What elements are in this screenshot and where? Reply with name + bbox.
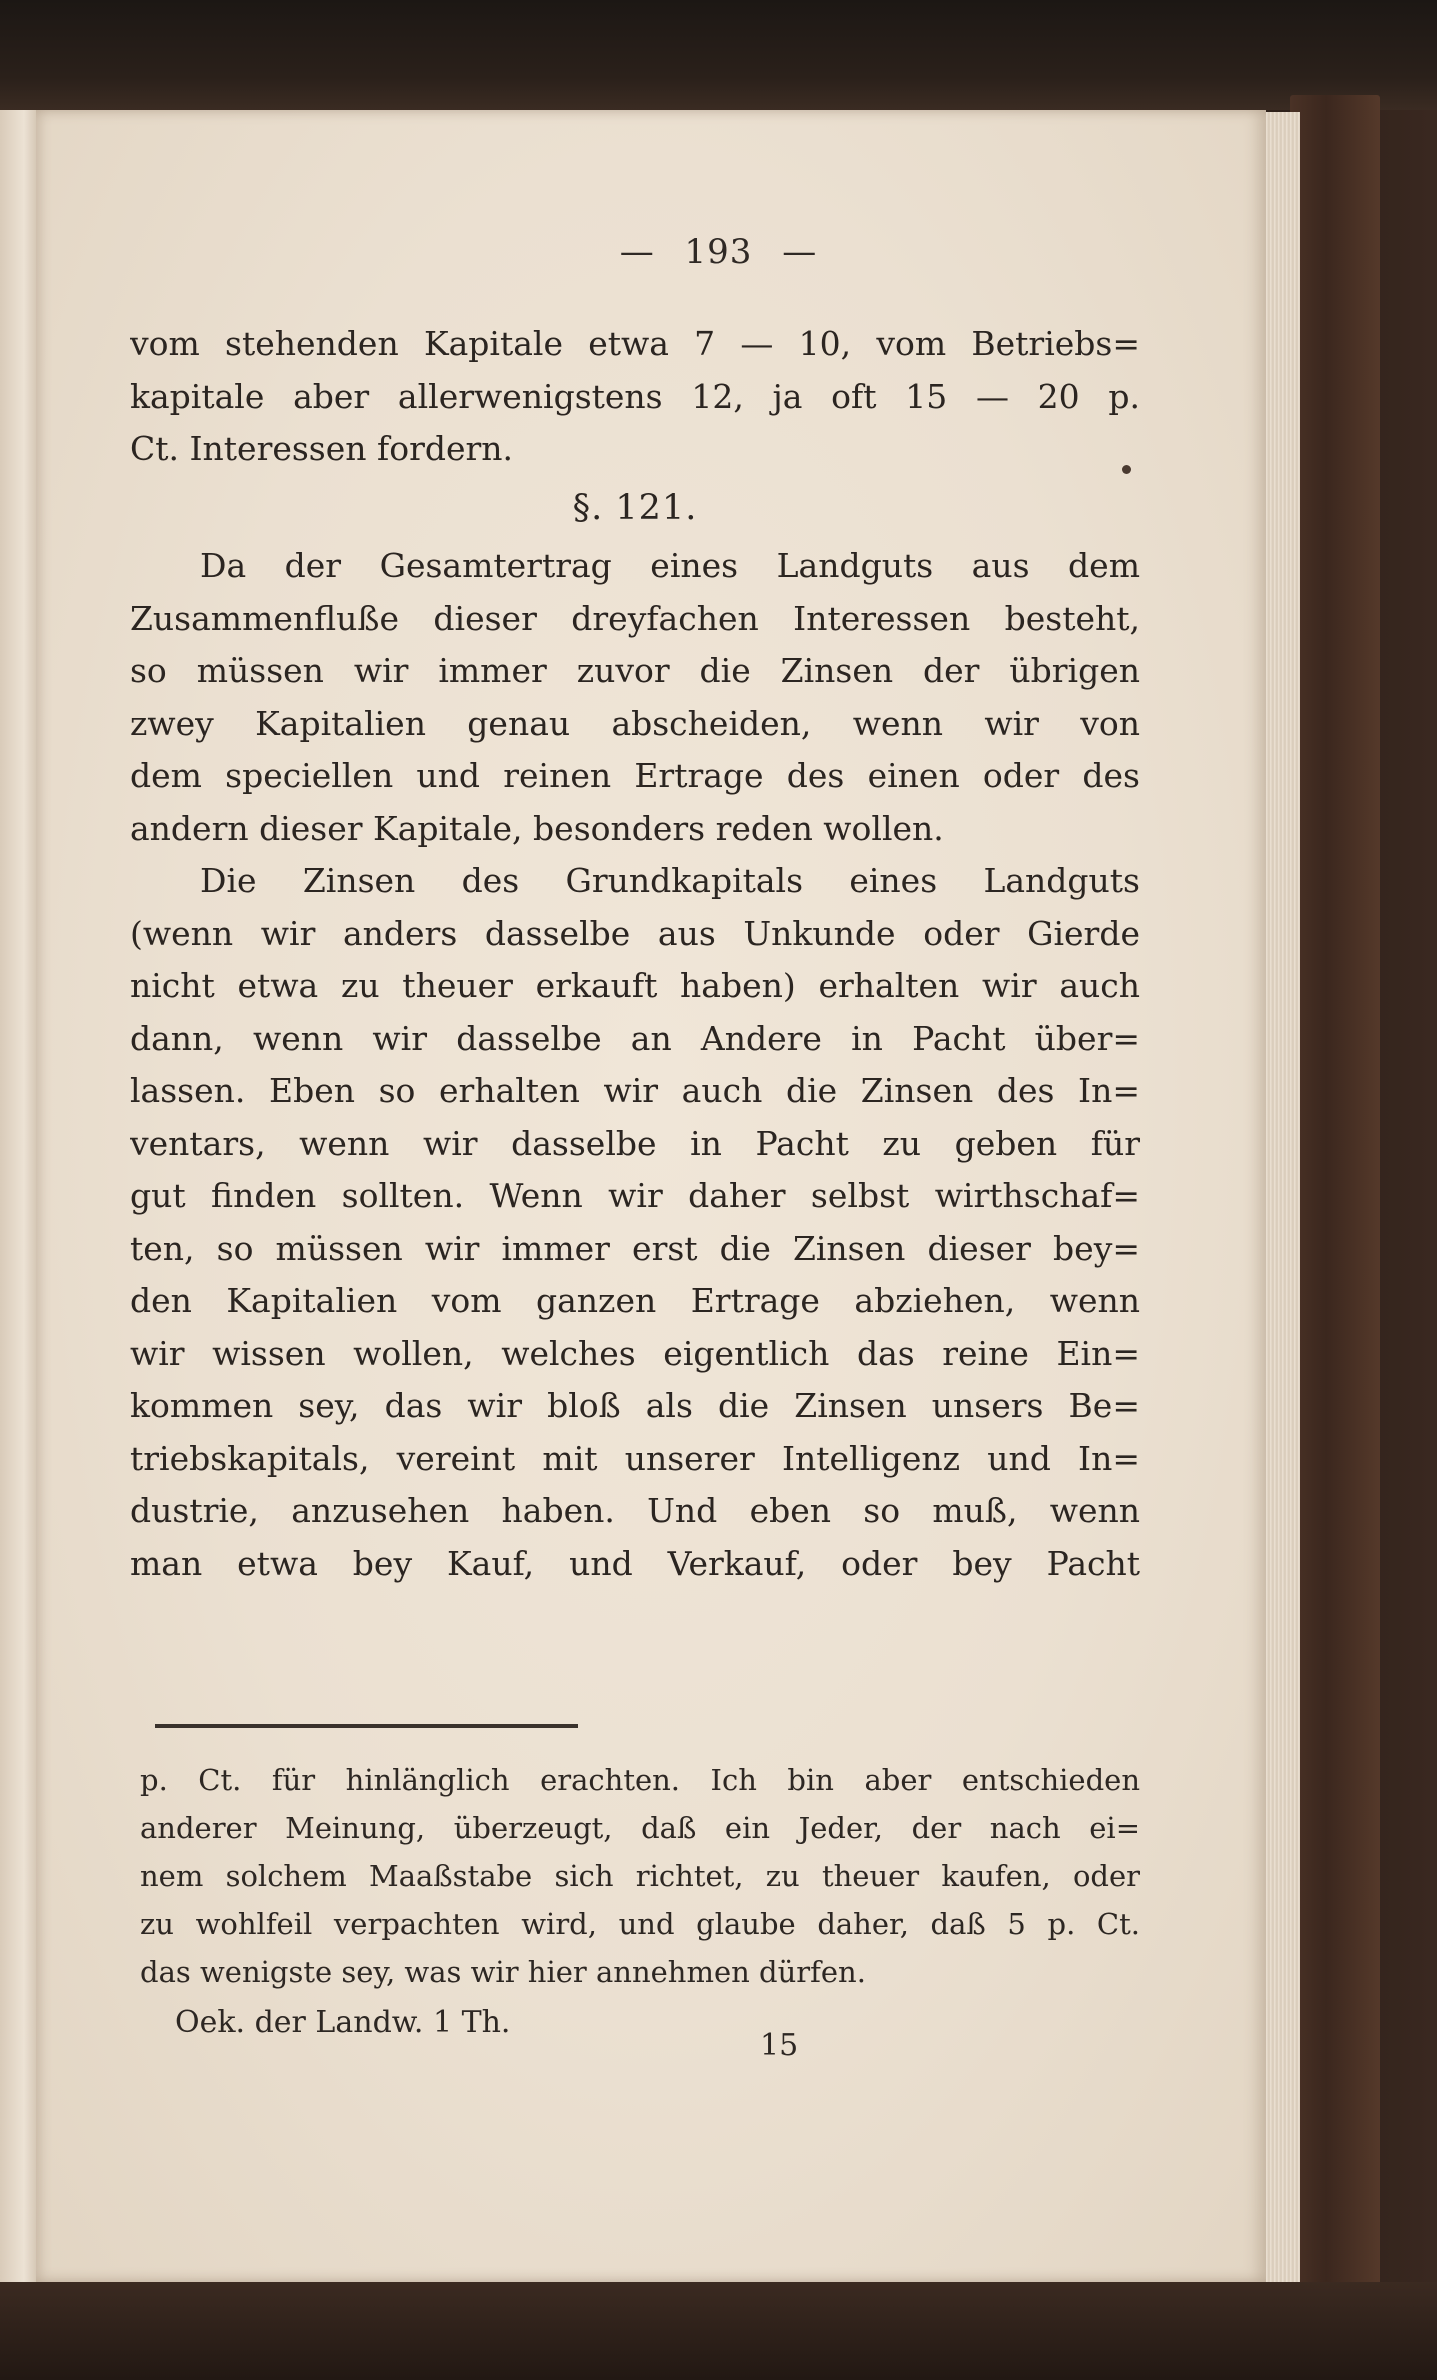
- page-header: [0, 232, 1437, 272]
- header-dash-right: —: [782, 232, 818, 272]
- top-shadow: [0, 0, 1437, 110]
- text-line: wir wissen wollen, welches eigentlich das reine Ein=: [130, 1333, 1140, 1373]
- footnote-line: p. Ct. für hinlänglich erachten. Ich bin aber entschieden: [140, 1763, 1140, 1797]
- footnote-rule: [155, 1724, 578, 1728]
- text-line: Da der Gesamtertrag eines Landguts aus dem: [200, 546, 1140, 585]
- text-line: lassen. Eben so erhalten wir auch die Zinsen des In=: [130, 1071, 1140, 1110]
- text-line: gut finden sollten. Wenn wir daher selbst wirthschaf=: [130, 1176, 1140, 1215]
- left-page-edge: [0, 110, 40, 2290]
- text-line: andern dieser Kapitale, besonders reden wollen.: [130, 808, 944, 848]
- footnote: [140, 1756, 1140, 1996]
- sheet-signature-number: 15: [760, 2028, 799, 2063]
- text-line: (wenn wir anders dasselbe aus Unkunde oder Gierde: [130, 913, 1140, 953]
- header-dash-left: —: [619, 232, 655, 272]
- text-line: Ct. Interessen fordern.: [130, 429, 514, 468]
- bottom-shadow: [0, 2282, 1437, 2380]
- text-line: vom stehenden Kapitale etwa 7 — 10, vom Betriebs=: [130, 324, 1140, 363]
- text-line: dem speciellen und reinen Ertrage des einen oder des: [130, 756, 1140, 795]
- text-line: man etwa bey Kauf, und Verkauf, oder bey Pacht: [130, 1543, 1140, 1583]
- footnote-line: nem solchem Maaßstabe sich richtet, zu theuer kaufen, oder: [140, 1859, 1140, 1893]
- text-line: Zusammenfluße dieser dreyfachen Interessen besteht,: [130, 598, 1140, 638]
- text-line: dustrie, anzusehen haben. Und eben so muß, wenn: [130, 1491, 1140, 1530]
- text-line: so müssen wir immer zuvor die Zinsen der übrigen: [130, 651, 1140, 690]
- text-line: kapitale aber allerwenigstens 12, ja oft 15 — 20 p.: [130, 376, 1140, 416]
- footnote-line: anderer Meinung, überzeugt, daß ein Jeder, der nach ei=: [140, 1811, 1140, 1845]
- text-line: kommen sey, das wir bloß als die Zinsen unsers Be=: [130, 1386, 1140, 1425]
- signature-line: Oek. der Landw. 1 Th.: [175, 2005, 511, 2040]
- text-line: nicht etwa zu theuer erkauft haben) erhalten wir auch: [130, 966, 1140, 1005]
- text-line: ten, so müssen wir immer erst die Zinsen dieser bey=: [130, 1228, 1140, 1268]
- text-line: Die Zinsen des Grundkapitals eines Landguts: [200, 861, 1140, 900]
- page-number: 193: [684, 232, 753, 272]
- ink-speck: [1122, 465, 1131, 474]
- text-line: den Kapitalien vom ganzen Ertrage abziehen, wenn: [130, 1281, 1140, 1320]
- main-text: [130, 318, 1140, 1590]
- section-title: §. 121.: [572, 487, 698, 528]
- footnote-line: zu wohlfeil verpachten wird, und glaube daher, daß 5 p. Ct.: [140, 1907, 1140, 1941]
- book-binding-board: [1290, 95, 1380, 2325]
- text-line: zwey Kapitalien genau abscheiden, wenn wir von: [130, 703, 1140, 743]
- text-line: ventars, wenn wir dasselbe in Pacht zu geben für: [130, 1123, 1140, 1163]
- text-line: dann, wenn wir dasselbe an Andere in Pacht über=: [130, 1018, 1140, 1058]
- footnote-line: das wenigste sey, was wir hier annehmen dürfen.: [140, 1955, 866, 1989]
- text-line: triebskapitals, vereint mit unserer Intelligenz und In=: [130, 1438, 1140, 1478]
